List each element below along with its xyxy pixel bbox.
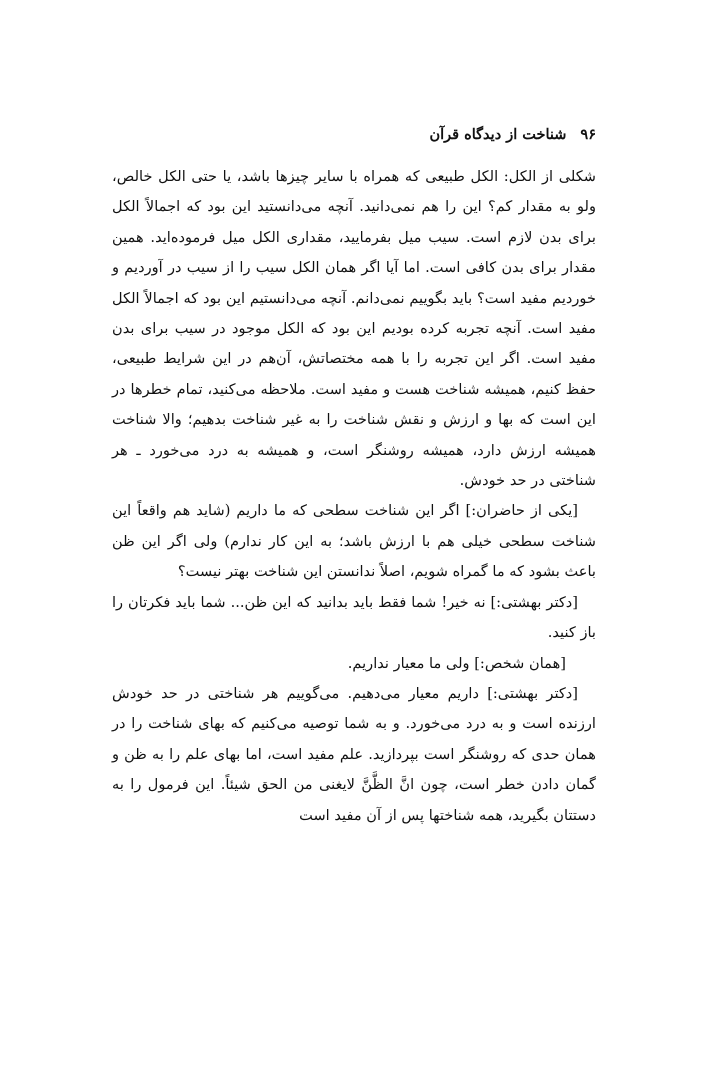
paragraph: [دکتر بهشتی:] نه خیر! شما فقط باید بدانید که این ظن... شما باید فکرتان را باز کنید. — [112, 593, 596, 642]
paragraph: شکلی از الکل: الکل طبیعی که همراه با سایر چیزها باشد، یا حتی الکل خالص، ولو به مقدار کم؟ این را هم نمی‌دانید. آنچه می‌دانستید این بود که اجمالاً الکل برای بدن لازم است. سیب میل بفرمایید، مقداری الکل میل فرموده‌اید. همین مقدار برای بدن کافی است. اما آیا اگر همان الکل سیب را از سیب در آوردیم و خوردیم مفید است؟ باید بگوییم نمی‌دانم. آنچه می‌دانستیم این بود که اجمالاً الکل مفید است. آنچه تجربه کرده بودیم این بود که الکل موجود در سیب برای بدن مفید است. اگر این تجربه را با همه مختصاتش، آن‌هم در این شرایط طبیعی، حفظ کنیم، همیشه شناخت هست و مفید است. ملاحظه می‌کنید، تمام خطرها در این است که بها و ارزش و نقش شناخت را به غیر شناخت بدهیم؛ والا شناخت همیشه ارزش دارد، همیشه روشنگر است، و همیشه به درد می‌خورد ـ هر شناختی در حد خودش. — [112, 168, 596, 490]
paragraph: [یکی از حاضران:] اگر این شناخت سطحی که ما داریم (شاید هم واقعاً این شناخت سطحی خیلی هم با ارزش باشد؛ به این کار ندارم) ولی اگر این ظن باعث بشود که ما گمراه شویم، اصلاً ندانستن این شناخت بهتر نیست؟ — [112, 502, 596, 581]
book-title: شناخت از دیدگاه قرآن — [429, 126, 567, 143]
body-text — [112, 162, 596, 831]
paragraph: [دکتر بهشتی:] داریم معیار می‌دهیم. می‌گوییم هر شناختی در حد خودش ارزنده است و به درد می‌خورد. و به شما توصیه می‌کنیم که بهای شناخت را در همان حدی که روشنگر است بپردازید. علم مفید است، اما بهای علم را به ظن و گمان دادن خطر است، چون انَّ الظَّنَّ لایغنی من الحق شیئاً. این فرمول را به دستتان بگیرید، همه شناختها پس از آن مفید است — [112, 684, 596, 824]
page-number: ۹۶ — [580, 126, 596, 143]
running-header — [112, 122, 596, 148]
paragraph: [همان شخص:] ولی ما معیار نداریم. — [347, 654, 566, 672]
